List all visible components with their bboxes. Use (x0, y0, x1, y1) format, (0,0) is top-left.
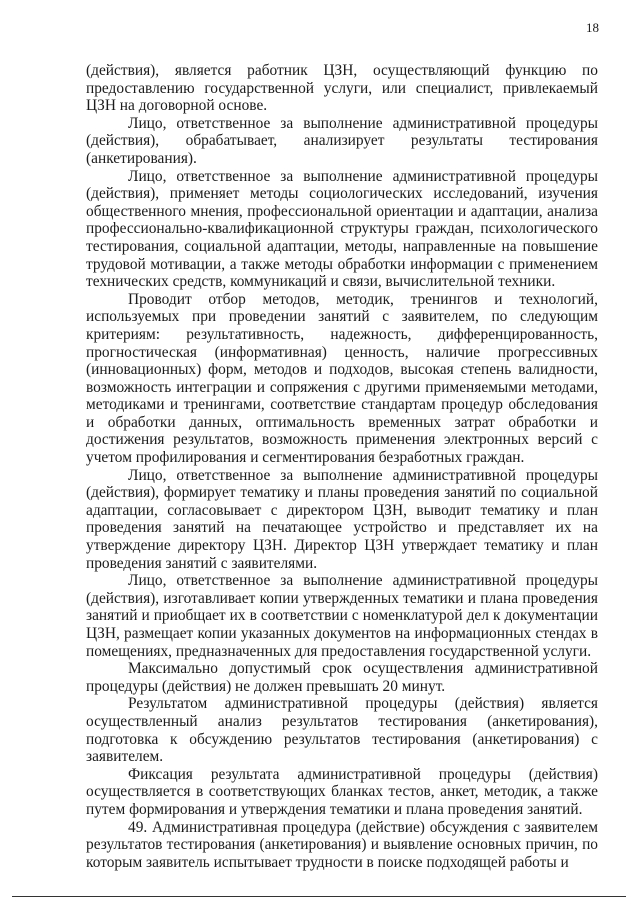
paragraph: Лицо, ответственное за выполнение административной процедуры (действия), применяет методы социологических исследований, изучения общественного мнения, профессиональной ориентации и адаптации, анализа профессионально-квалификационной структуры граждан, психологического тестирования, социальной адаптации, методы, направленные на повышение трудовой мотивации, а также методы обработки информации с применением технических средств, коммуникаций и связи, вычислительной техники. (86, 167, 598, 291)
paragraph: Лицо, ответственное за выполнение административной процедуры (действия), обрабатывает, анализирует результаты тестирования (анкетирования). (86, 114, 598, 167)
paragraph: Результатом административной процедуры (действия) является осуществленный анализ результатов тестирования (анкетирования), подготовка к обсуждению результатов тестирования (анкетирования) с заявителем. (86, 695, 598, 766)
paragraph: Проводит отбор методов, методик, тренингов и технологий, используемых при проведении занятий с заявителем, по следующим критериям: результативность, надежность, дифференцированность, прогностическая (информативная) ценность, наличие прогрессивных (инновационных) форм, методов и подходов, высокая степень валидности, возможность интеграции и сопряжения с другими применяемыми методами, методиками и тренингами, соответствие стандартам процедур обследования и обработки данных, оптимальность временных затрат обработки и достижения результатов, возможность применения электронных версий с учетом профилирования и сегментирования безработных граждан. (86, 290, 598, 467)
paragraph: Лицо, ответственное за выполнение административной процедуры (действия), изготавливает копии утвержденных тематики и плана проведения занятий и приобщает их в соответствии с номенклатурой дел к документации ЦЗН, размещает копии указанных документов на информационных стендах в помещениях, предназначенных для предоставления государственной услуги. (86, 572, 598, 660)
page-number: 18 (586, 20, 599, 35)
document-body (86, 62, 598, 871)
paragraph: Максимально допустимый срок осуществления административной процедуры (действия) не должен превышать 20 минут. (86, 660, 598, 695)
paragraph: Лицо, ответственное за выполнение административной процедуры (действия), формирует тематику и планы проведения занятий по социальной адаптации, согласовывает с директором ЦЗН, выводит тематику и план проведения занятий на печатающее устройство и представляет их на утверждение директору ЦЗН. Директор ЦЗН утверждает тематику и план проведения занятий с заявителями. (86, 466, 598, 572)
paragraph-numbered-item: 49. Административная процедура (действие) обсуждения с заявителем результатов тестирования (анкетирования) и выявление основных причин, по которым заявитель испытывает трудности в поиске подходящей работы и (86, 818, 598, 871)
paragraph-continuation: (действия), является работник ЦЗН, осуществляющий функцию по предоставлению государственной услуги, или специалист, привлекаемый ЦЗН на договорной основе. (86, 62, 598, 115)
paragraph: Фиксация результата административной процедуры (действия) осуществляется в соответствующих бланках тестов, анкет, методик, а также путем формирования и утверждения тематики и плана проведения занятий. (86, 765, 598, 818)
scan-edge-line (12, 896, 626, 897)
